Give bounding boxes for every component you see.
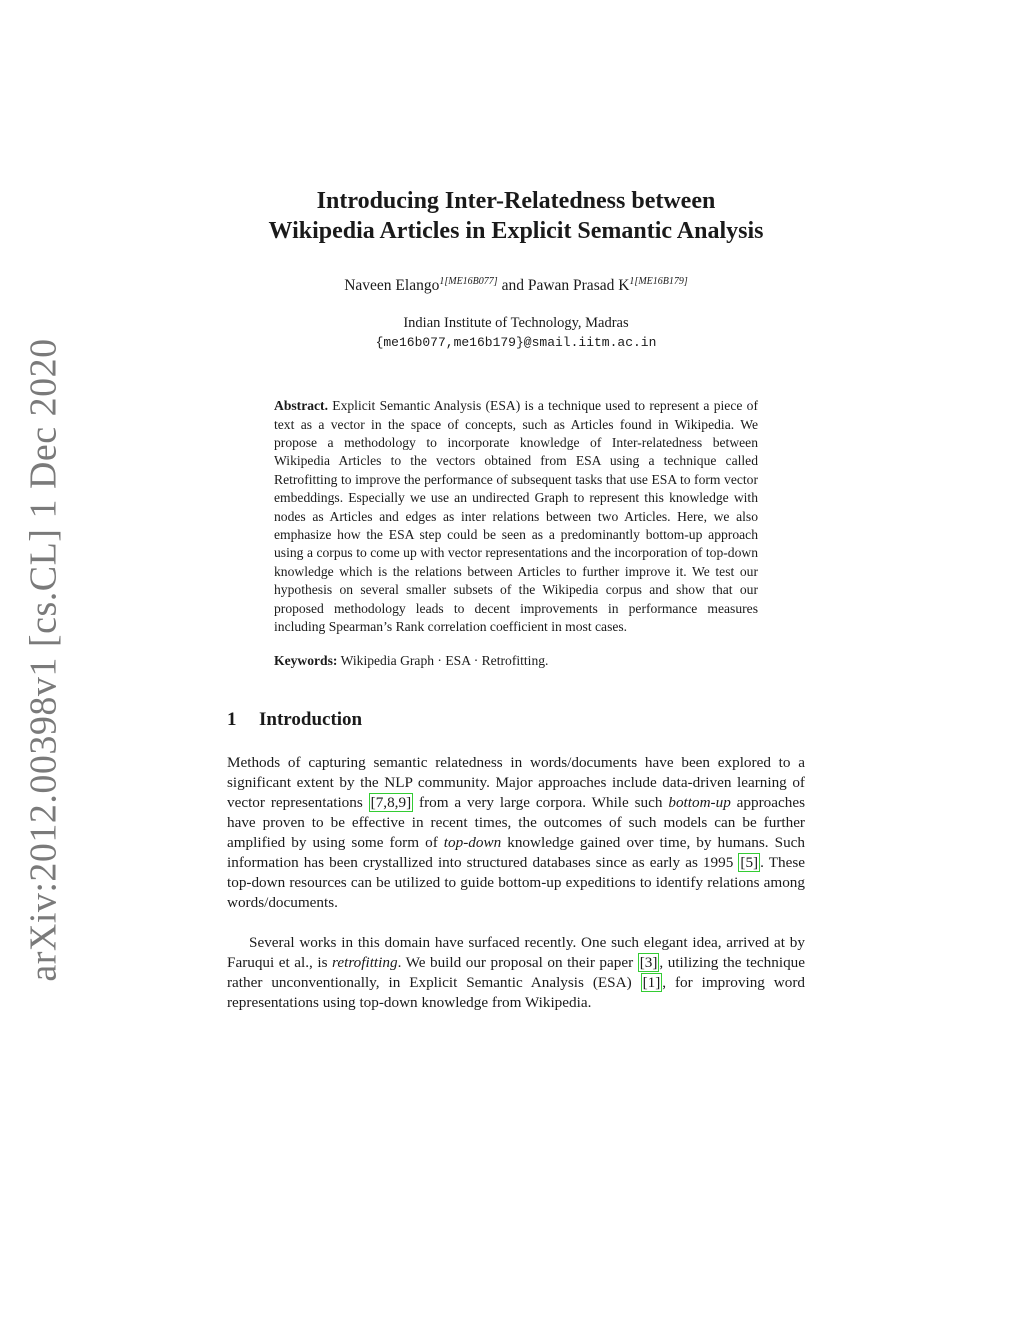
intro-paragraph-2 — [227, 933, 805, 1013]
p1-emphasis-1: bottom-up — [668, 793, 731, 811]
keywords-label: Keywords: — [274, 653, 338, 669]
p2-text-4: , for improving word representations using top-down knowledge from Wikipedia. — [227, 973, 806, 1011]
p2-emphasis-1: retrofitting — [332, 953, 398, 971]
p1-text-5: . These top-down resources can be utilized to guide bottom-up expeditions to identify relations among words/documents. — [227, 853, 805, 911]
p1-text-3: approaches have proven to be effective in recent times, the outcomes of such models can be further amplified by using some form of — [227, 793, 805, 851]
section-title: Introduction — [259, 708, 363, 730]
citation-link[interactable]: [5] — [740, 853, 759, 871]
arxiv-stamp — [18, 338, 70, 982]
p1-text-1: Methods of capturing semantic relatedness in words/documents have been explored to a significant extent by the NLP community. Major approaches include data-driven learning of vector representations — [227, 753, 805, 811]
author-1-affil: 1[ME16B077] — [439, 276, 498, 287]
arxiv-stamp-text: arXiv:2012.00398v1 [cs.CL] 1 Dec 2020 — [23, 338, 65, 982]
p1-emphasis-2: top-down — [443, 833, 502, 851]
author-list — [227, 276, 805, 295]
p2-text-3: , utilizing the technique rather unconventionally, in Explicit Semantic Analysis (ESA) — [227, 953, 805, 991]
p1-text-2: from a very large corpora. While such — [413, 793, 669, 811]
intro-paragraph-1 — [227, 753, 805, 913]
p1-text-4: knowledge gained over time, by humans. Such information has been crystallized into structured databases since as early as 1995 — [227, 833, 805, 871]
paper-page — [227, 186, 805, 1013]
abstract-text: Explicit Semantic Analysis (ESA) is a technique used to represent a piece of text as a vector in the space of concepts, such as Articles found in Wikipedia. We propose a methodology to incorporate knowledge of Inter-relatedness between Wikipedia Articles to the vectors obtained from ESA using a technique called Retrofitting to improve the performance of subsequent tasks that use ESA to form vector embeddings. Especially we use an undirected Graph to represent this knowledge with nodes as Articles and edges as inter relations between two Articles. Here, we also emphasize how the ESA step could be seen as a predominantly bottom-up approach using a corpus to come up with vector representations and the incorporation of top-down knowledge which is the relations between Articles to further improve it. We test our hypothesis on several smaller subsets of the Wikipedia corpus and show that our proposed methodology leads to decent improvements in performance measures including Spearman’s Rank correlation coefficient in most cases. — [274, 398, 758, 635]
citation-link[interactable]: [1] — [642, 973, 661, 991]
keywords — [274, 652, 758, 670]
citation-link[interactable]: [7,8,9] — [370, 793, 412, 811]
citation-link[interactable]: [3] — [639, 953, 658, 971]
abstract-label: Abstract. — [274, 398, 328, 414]
author-2-affil: 1[ME16B179] — [629, 276, 688, 287]
author-1: Naveen Elango — [344, 277, 440, 295]
institute: Indian Institute of Technology, Madras — [403, 315, 629, 332]
p2-text-1: Several works in this domain have surfaced recently. One such elegant idea, arrived at by Faruqui et al., is — [227, 933, 805, 971]
p2-text-2: . We build our proposal on their paper — [397, 953, 638, 971]
title-line-2: Wikipedia Articles in Explicit Semantic Analysis — [268, 218, 764, 244]
email[interactable]: {me16b077,me16b179}@smail.iitm.ac.in — [375, 335, 657, 351]
paper-title — [227, 186, 805, 246]
affiliation — [227, 313, 805, 353]
abstract — [274, 397, 758, 636]
section-heading — [227, 709, 805, 731]
author-2: Pawan Prasad K — [527, 277, 630, 295]
author-conj: and — [501, 277, 524, 295]
title-line-1: Introducing Inter-Relatedness between — [316, 188, 716, 214]
keywords-text: Wikipedia Graph · ESA · Retrofitting. — [340, 653, 549, 669]
section-number: 1 — [227, 708, 237, 730]
